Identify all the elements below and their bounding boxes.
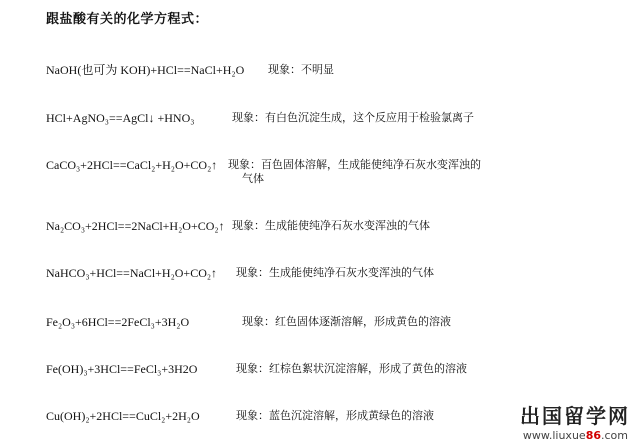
equation: Cu(OH)₂+2HCl==CuCl₂+2H₂O <box>46 409 200 423</box>
phenomenon: 现象：红色固体逐渐溶解，形成黄色的溶液 <box>242 315 451 328</box>
phenomenon: 现象：有白色沉淀生成，这个反应用于检验氯离子 <box>232 111 474 124</box>
phenomenon-continuation: 气体 <box>242 172 264 185</box>
phenomenon: 现象：生成能使纯净石灰水变浑浊的气体 <box>232 219 430 232</box>
phenomenon: 现象：百色固体溶解，生成能使纯净石灰水变浑浊的 <box>228 158 481 171</box>
watermark-logo <box>502 400 632 444</box>
equation: Na₂CO₃+2HCl==2NaCl+H₂O+CO₂↑ <box>46 219 225 233</box>
equation: Fe₂O₃+6HCl==2FeCl₃+3H₂O <box>46 315 190 329</box>
phenomenon: 现象：红棕色絮状沉淀溶解，形成了黄色的溶液 <box>236 362 467 375</box>
equation: NaHCO₃+HCl==NaCl+H₂O+CO₂↑ <box>46 266 218 280</box>
document-title: 跟盐酸有关的化学方程式： <box>46 12 209 27</box>
phenomenon: 现象：生成能使纯净石灰水变浑浊的气体 <box>236 266 434 279</box>
watermark-name: 出国留学网 <box>520 404 630 428</box>
phenomenon: 现象：不明显 <box>268 63 334 76</box>
equation: HCl+AgNO₃==AgCl↓ +HNO₃ <box>46 111 195 125</box>
equation: CaCO₃+2HCl==CaCl₂+H₂O+CO₂↑ <box>46 158 218 172</box>
watermark-url: www.liuxue86.com <box>522 429 628 442</box>
equation: NaOH(也可为 KOH)+HCl==NaCl+H₂O <box>46 63 245 77</box>
equation: Fe(OH)₃+3HCl==FeCl₃+3H2O <box>46 362 198 376</box>
phenomenon: 现象：蓝色沉淀溶解，形成黄绿色的溶液 <box>236 409 434 422</box>
